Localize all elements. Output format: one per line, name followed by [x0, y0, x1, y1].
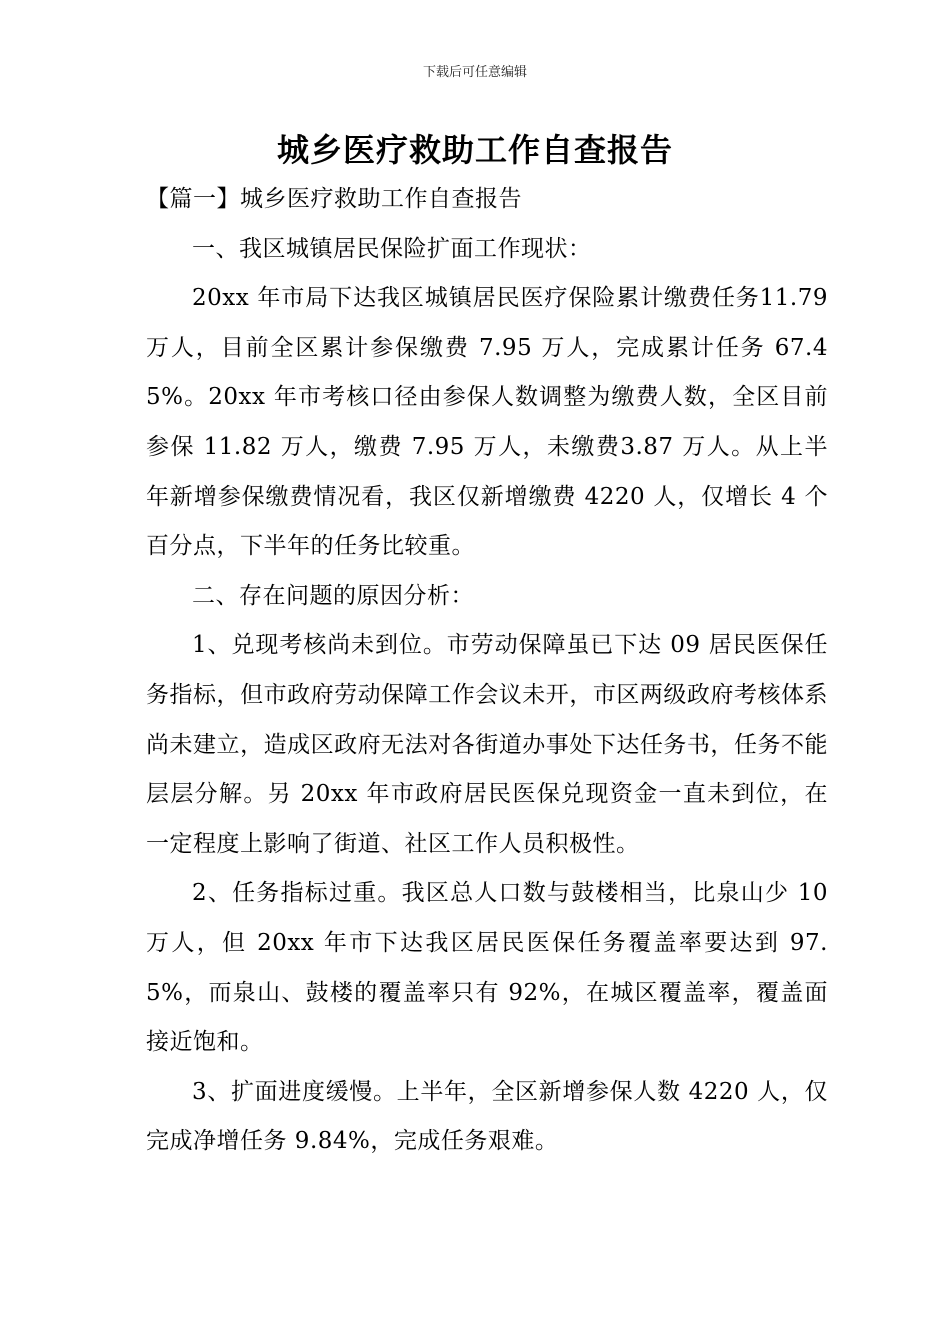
header-note: 下载后可任意编辑 — [422, 65, 527, 80]
section-heading-status: 一、我区城镇居民保险扩面工作现状： — [192, 235, 592, 262]
paragraph-reason-1: 1、兑现考核尚未到位。市劳动保障虽已下达 09 居民医保任务指标，但市政府劳动保障工作会议未开，市区两级政府考核体系尚未建立，造成区政府无法对各街道办事处下达任务书，任务不能层层分解。另 20xx 年市政府居民医保兑现资金一直未到位，在一定程度上影响了街道、社区工作人员积极性。 — [146, 632, 828, 857]
section-heading-part-one: 【篇一】城乡医疗救助工作自查报告 — [146, 186, 522, 212]
section-heading-analysis: 二、存在问题的原因分析： — [192, 582, 474, 609]
paragraph-status-details: 20xx 年市局下达我区城镇居民医疗保险累计缴费任务11.79 万人，目前全区累计参保缴费 7.95 万人，完成累计任务 67.45%。20xx 年市考核口径由参保人数调整为缴费人数，全区目前参保 11.82 万人，缴费 7.95 万人，未缴费3.87 万人。从上半年新增参保缴费情况看，我区仅新增缴费 4220 人，仅增长 4 个百分点，下半年的任务比较重。 — [146, 285, 828, 560]
paragraph-reason-2: 2、任务指标过重。我区总人口数与鼓楼相当，比泉山少 10 万人，但 20xx 年市下达我区居民医保任务覆盖率要达到 97.5%，而泉山、鼓楼的覆盖率只有 92%，在城区覆盖率，覆盖面接近饱和。 — [146, 880, 828, 1056]
document-body — [146, 175, 828, 1167]
paragraph-reason-3: 3、扩面进度缓慢。上半年，全区新增参保人数 4220 人，仅完成净增任务 9.84%，完成任务艰难。 — [146, 1078, 828, 1155]
document-title: 城乡医疗救助工作自查报告 — [276, 131, 673, 169]
